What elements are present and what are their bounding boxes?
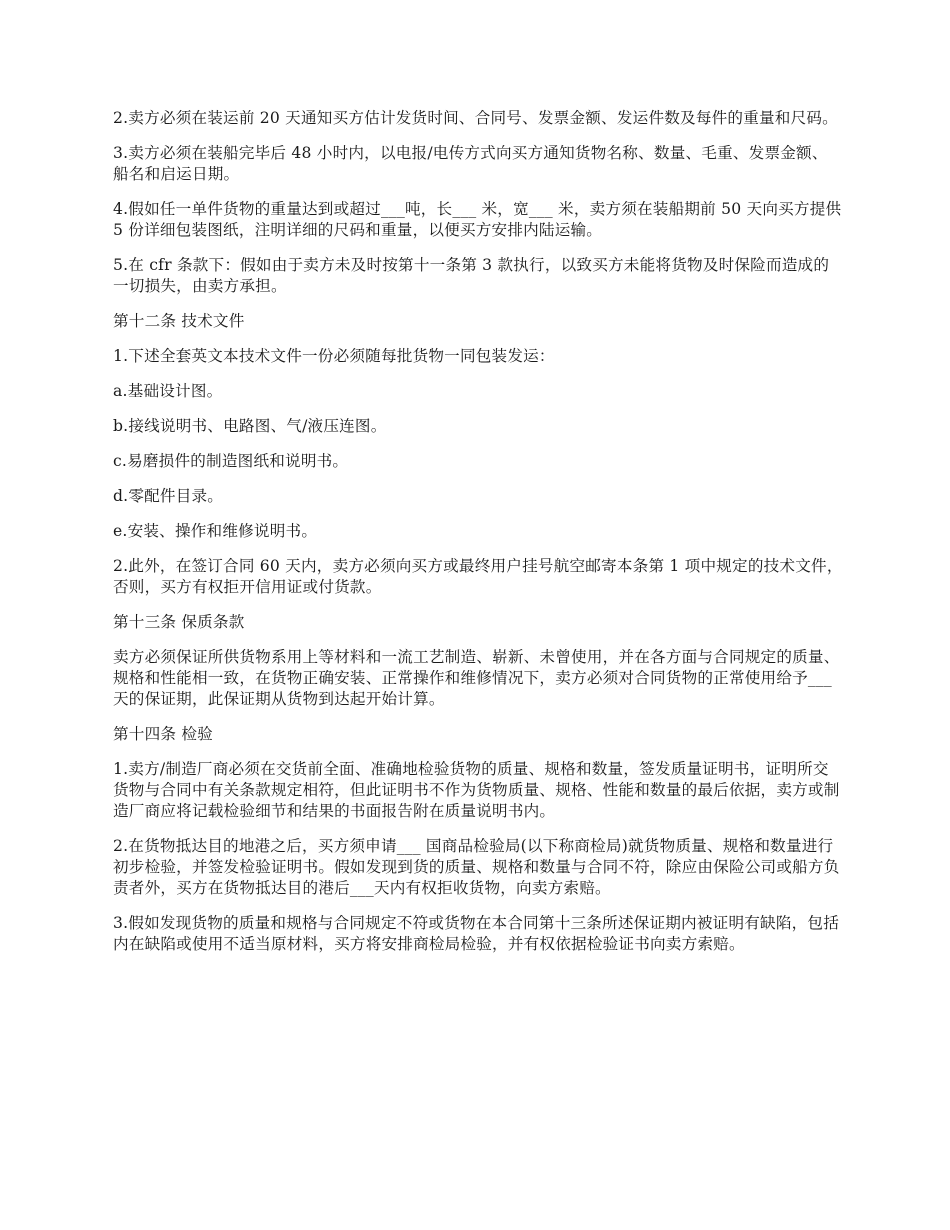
clause-paragraph: 2.在货物抵达目的地港之后，买方须申请___ 国商品检验局(以下称商检局)就货物质量、规格和数量进行初步检验，并签发检验证明书。假如发现到货的质量、规格和数量与合同不符，除应由保险公司或船方负责者外，买方在货物抵达目的港后___天内有权拒收货物，向卖方索赔。 <box>113 837 840 897</box>
section-heading: 第十二条 技术文件 <box>113 312 245 330</box>
list-item: e.安装、操作和维修说明书。 <box>113 522 318 540</box>
section-heading: 第十四条 检验 <box>113 725 213 743</box>
clause-paragraph: 3.假如发现货物的质量和规格与合同规定不符或货物在本合同第十三条所述保证期内被证明有缺陷，包括内在缺陷或使用不适当原材料，买方将安排商检局检验，并有权依据检验证书向卖方索赔。 <box>113 914 839 953</box>
section-heading: 第十三条 保质条款 <box>113 613 245 631</box>
clause-paragraph: 1.下述全套英文本技术文件一份必须随每批货物一同包装发运： <box>113 347 555 365</box>
clause-paragraph: 4.假如任一单件货物的重量达到或超过___吨，长___ 米，宽___ 米，卖方须在装船期前 50 天向买方提供 5 份详细包装图纸，注明详细的尺码和重量，以便买方安排内陆运输。 <box>113 200 842 239</box>
clause-paragraph: 2.卖方必须在装运前 20 天通知买方估计发货时间、合同号、发票金额、发运件数及每件的重量和尺码。 <box>113 109 838 127</box>
list-item: a.基础设计图。 <box>113 382 223 400</box>
clause-paragraph: 3.卖方必须在装船完毕后 48 小时内，以电报/电传方式向买方通知货物名称、数量、毛重、发票金额、船名和启运日期。 <box>113 144 828 183</box>
list-item: d.零配件目录。 <box>113 487 224 505</box>
clause-paragraph: 2.此外，在签订合同 60 天内，卖方必须向买方或最终用户挂号航空邮寄本条第 1 项中规定的技术文件，否则，买方有权拒开信用证或付货款。 <box>113 557 843 596</box>
list-item: b.接线说明书、电路图、气/液压连图。 <box>113 417 387 435</box>
clause-paragraph: 1.卖方/制造厂商必须在交货前全面、准确地检验货物的质量、规格和数量，签发质量证明书，证明所交货物与合同中有关条款规定相符，但此证明书不作为货物质量、规格、性能和数量的最后依据，卖方或制造厂商应将记载检验细节和结果的书面报告附在质量说明书内。 <box>113 760 840 820</box>
clause-paragraph: 5.在 cfr 条款下：假如由于卖方未及时按第十一条第 3 款执行，以致买方未能将货物及时保险而造成的一切损失，由卖方承担。 <box>113 256 830 295</box>
document-body <box>113 108 843 969</box>
clause-paragraph: 卖方必须保证所供货物系用上等材料和一流工艺制造、崭新、未曾使用，并在各方面与合同规定的质量、规格和性能相一致，在货物正确安装、正常操作和维修情况下，卖方必须对合同货物的正常使用给予___天的保证期，此保证期从货物到达起开始计算。 <box>113 648 840 708</box>
list-item: c.易磨损件的制造图纸和说明书。 <box>113 452 349 470</box>
